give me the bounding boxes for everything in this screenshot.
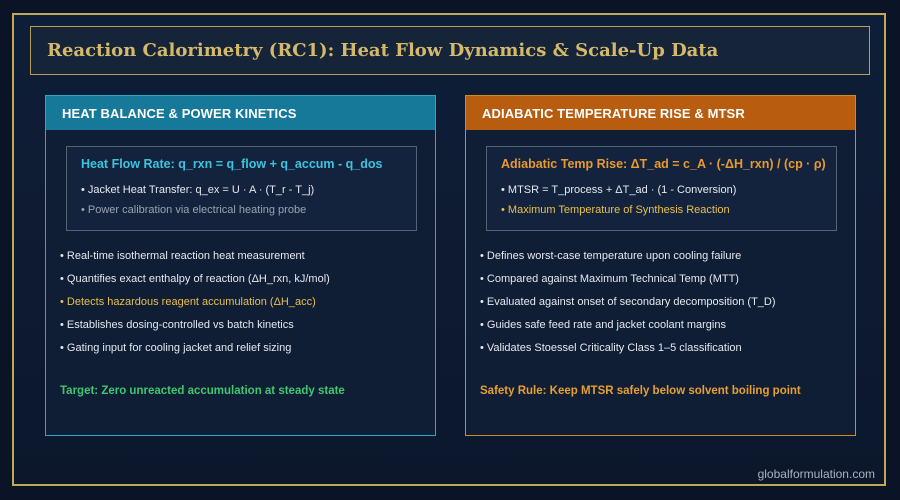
bullet-list [480,248,850,363]
list-item: • Establishes dosing-controlled vs batch kinetics [60,319,294,331]
panel-summary: Target: Zero unreacted accumulation at steady state [60,385,345,397]
formula-box [66,146,417,231]
formula-box [486,146,837,231]
list-item: • Quantifies exact enthalpy of reaction (ΔH_rxn, kJ/mol) [60,273,330,285]
list-item: • Compared against Maximum Technical Temp (MTT) [480,273,739,285]
panel-summary: Safety Rule: Keep MTSR safely below solvent boiling point [480,385,801,397]
list-item-highlight: • Detects hazardous reagent accumulation (ΔH_acc) [60,296,316,308]
formula-line: • Power calibration via electrical heating probe [81,204,307,216]
list-item: • Guides safe feed rate and jacket coolant margins [480,319,726,331]
panel-header: ADIABATIC TEMPERATURE RISE & MTSR [466,96,855,130]
list-item: • Gating input for cooling jacket and relief sizing [60,342,292,354]
heat-balance-panel [45,95,436,436]
formula-line: • Maximum Temperature of Synthesis Reaction [501,204,730,216]
list-item: • Validates Stoessel Criticality Class 1–5 classification [480,342,742,354]
list-item: • Defines worst-case temperature upon cooling failure [480,250,742,262]
page-title: Reaction Calorimetry (RC1): Heat Flow Dynamics & Scale-Up Data [47,40,719,61]
formula-line: • MTSR = T_process + ΔT_ad · (1 - Conversion) [501,184,737,196]
formula-title: Adiabatic Temp Rise: ΔT_ad = c_A · (-ΔH_rxn) / (cp · ρ) [501,157,826,171]
title-banner [30,26,870,75]
list-item: • Evaluated against onset of secondary decomposition (T_D) [480,296,776,308]
panel-header: HEAT BALANCE & POWER KINETICS [46,96,435,130]
bullet-list [60,248,430,363]
formula-line: • Jacket Heat Transfer: q_ex = U · A · (T_r - T_j) [81,184,315,196]
formula-title: Heat Flow Rate: q_rxn = q_flow + q_accum - q_dos [81,157,383,171]
adiabatic-panel [465,95,856,436]
footer-attribution: globalformulation.com [757,467,875,481]
list-item: • Real-time isothermal reaction heat measurement [60,250,305,262]
